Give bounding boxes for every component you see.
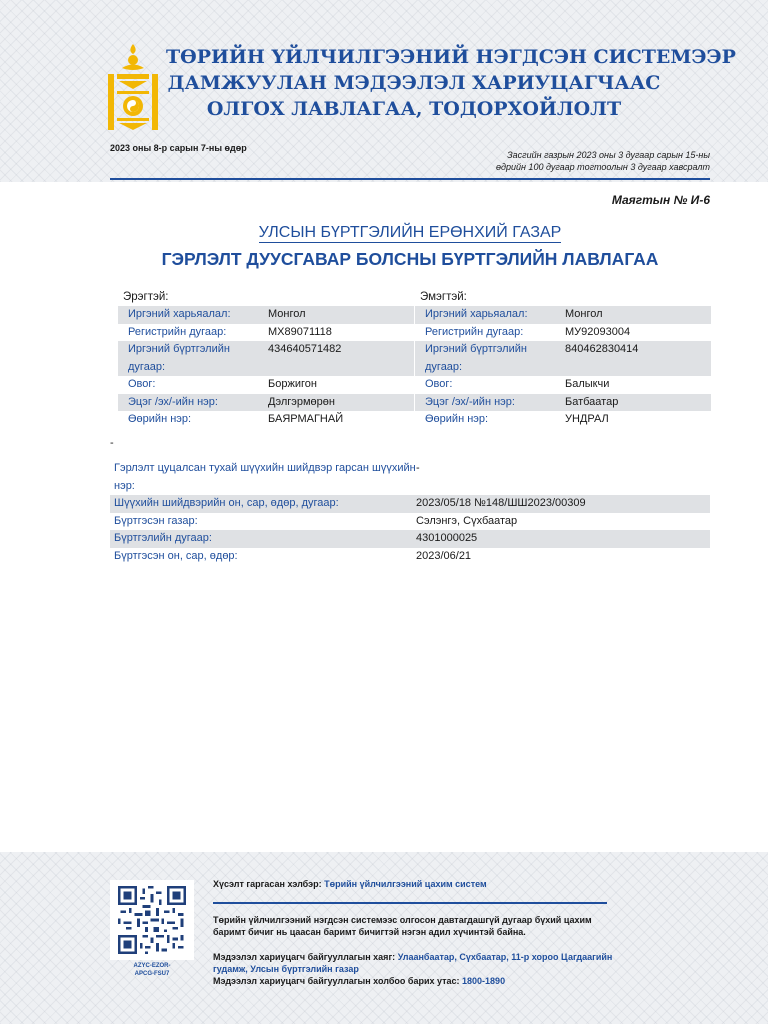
field-value: 4301000025 — [416, 532, 478, 544]
field-value: МУ92093004 — [565, 325, 631, 338]
field-label: Иргэний бүртгэлийн дугаар: — [128, 343, 230, 373]
document-title: ГЭРЛЭЛТ ДУУСГАВАР БОЛСНЫ БҮРТГЭЛИЙН ЛАВЛАГАА — [161, 249, 659, 269]
field-label: Иргэний бүртгэлийн дугаар: — [425, 343, 527, 373]
field-label: Бүртгэлийн дугаар: — [114, 532, 212, 544]
address-label: Мэдээлэл хариуцагч байгууллагын хаяг: — [213, 952, 396, 962]
header-title — [166, 44, 736, 122]
female-row-citizenship — [415, 306, 711, 324]
qr-code-text: AZYC-EZOR- — [133, 963, 171, 969]
request-channel-value: Төрийн үйлчилгээний цахим систем — [324, 879, 487, 889]
field-value: - — [416, 462, 420, 474]
field-label: Овог: — [425, 378, 453, 390]
female-party-title: Эмэгтэй: — [420, 291, 467, 303]
address-value: Улаанбаатар, Сүхбаатар, 11-р хороо Цагдаагийн гудамж, Улсын бүртгэлийн газар — [213, 952, 613, 974]
header-divider — [110, 178, 710, 180]
field-value: 434640571482 — [268, 343, 342, 355]
field-label: Бүртгэсэн он, сар, өдөр: — [114, 549, 238, 562]
field-value: Батбаатар — [565, 395, 619, 408]
female-row-given-name — [415, 411, 711, 429]
organization-address — [213, 951, 613, 975]
male-row-register — [118, 324, 414, 342]
field-label: Овог: — [128, 378, 156, 390]
male-party — [118, 289, 414, 429]
phone-label: Мэдээлэл хариуцагч байгууллагын холбоо барих утас: — [213, 976, 460, 986]
decision-row-reg-number — [110, 530, 710, 548]
field-label: Иргэний харьяалал: — [128, 308, 231, 320]
field-label: Гэрлэлт цуцалсан тухай шүүхийн шийдвэр гарсан шүүхийн нэр: — [114, 462, 416, 492]
field-value: 2023/06/21 — [416, 549, 472, 562]
field-label: Өөрийн нэр: — [128, 413, 192, 425]
female-party — [415, 289, 711, 429]
field-value: МХ89071118 — [268, 325, 332, 338]
agency-name-text: УЛСЫН БҮРТГЭЛИЙН ЕРӨНХИЙ ГАЗАР — [258, 224, 562, 241]
form-number: Маягтын № И-6 — [611, 193, 710, 207]
decision-row-ruling — [110, 495, 710, 513]
field-value: 2023/05/18 №148/ШШ2023/00309 — [416, 497, 586, 509]
male-row-citizenship — [118, 306, 414, 324]
field-label: Регистрийн дугаар: — [128, 325, 227, 338]
state-emblem-icon — [108, 44, 158, 132]
field-label: Эцэг /эх/-ийн нэр: — [425, 395, 515, 408]
qr-code-caption — [110, 962, 194, 978]
decree-line: өдрийн 100 дугаар тогтоолын 3 дугаар хавсралт — [495, 162, 710, 172]
field-value: Боржигон — [268, 378, 317, 390]
field-label: Регистрийн дугаар: — [425, 325, 524, 338]
issue-date: 2023 оны 8-р сарын 7-ны өдөр — [110, 143, 247, 153]
field-label: Шүүхийн шийдвэрийн он, сар, өдөр, дугаар: — [114, 497, 339, 509]
decision-row-reg-date — [110, 548, 710, 566]
qr-code-text: APCG-FSU7 — [134, 971, 170, 977]
field-label: Бүртгэсэн газар: — [114, 514, 198, 527]
header-title-line: ТӨРИЙН ҮЙЛЧИЛГЭЭНИЙ НЭГДСЭН СИСТЕМЭЭР — [166, 46, 736, 68]
field-label: Иргэний харьяалал: — [425, 308, 528, 320]
male-row-parent-name — [118, 394, 414, 412]
field-label: Өөрийн нэр: — [425, 413, 489, 425]
field-value: Монгол — [565, 308, 603, 320]
request-channel-label: Хүсэлт гаргасан хэлбэр: — [213, 879, 322, 889]
field-value: Балыкчи — [565, 378, 610, 390]
decree-reference — [496, 149, 710, 173]
female-row-clan — [415, 376, 711, 394]
decision-row-court — [110, 460, 710, 495]
decision-row-place — [110, 513, 710, 531]
footer-divider — [213, 902, 607, 904]
field-value: Сэлэнгэ, Сүхбаатар — [416, 514, 518, 527]
field-value: Дэлгэрмөрөн — [268, 395, 335, 408]
header-title-line: ОЛГОХ ЛАВЛАГАА, ТОДОРХОЙЛОЛТ — [206, 98, 622, 120]
field-value: БАЯРМАГНАЙ — [268, 413, 344, 425]
male-party-title: Эрэгтэй: — [123, 291, 169, 303]
organization-phone — [213, 975, 633, 987]
separator-dash: - — [110, 437, 114, 449]
female-row-civil-id — [415, 341, 711, 376]
male-row-given-name — [118, 411, 414, 429]
field-label: Эцэг /эх/-ийн нэр: — [128, 395, 218, 408]
decision-table — [110, 460, 710, 565]
phone-value: 1800-1890 — [462, 976, 506, 986]
agency-name — [110, 224, 710, 242]
validity-notice: Төрийн үйлчилгээний нэгдсэн системээс олгосон давтагдашгүй дугаар бүхий цахим баримт бичиг нь цаасан баримт бичигтэй нэгэн адил хүчинтэй байна. — [213, 915, 592, 937]
field-value: 840462830414 — [565, 343, 639, 355]
female-row-register — [415, 324, 711, 342]
male-row-civil-id — [118, 341, 414, 376]
male-row-clan — [118, 376, 414, 394]
field-value: УНДРАЛ — [565, 413, 609, 425]
female-row-parent-name — [415, 394, 711, 412]
request-channel — [213, 878, 633, 890]
header-title-line: ДАМЖУУЛАН МЭДЭЭЛЭЛ ХАРИУЦАГЧААС — [167, 72, 661, 94]
decree-line: Засгийн газрын 2023 оны 3 дугаар сарын 15-ны — [507, 150, 710, 160]
field-value: Монгол — [268, 308, 306, 320]
qr-code-icon — [118, 886, 186, 954]
